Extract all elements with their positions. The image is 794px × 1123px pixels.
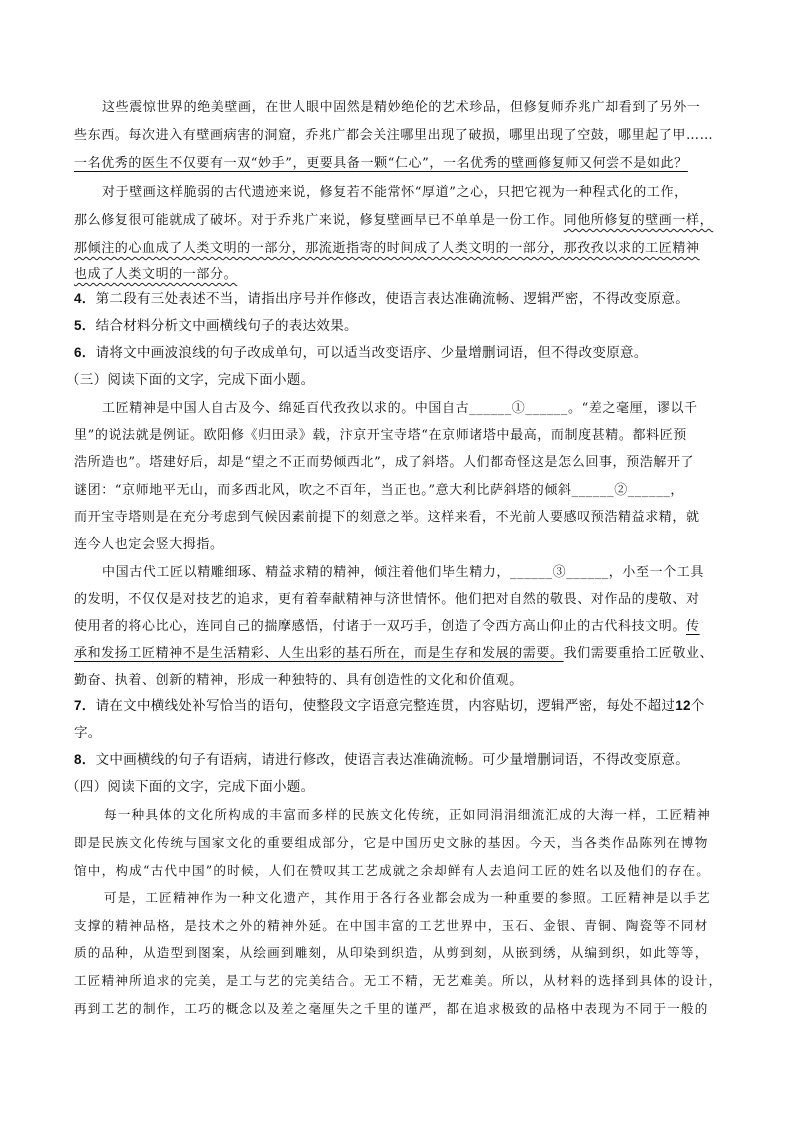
passage3-line-8: 的发明，不仅仅是对技艺的追求，更有着奉献精神与济世情怀。他们把对自然的敬畏、对作品的虔敬、对 xyxy=(74,592,700,607)
passage3-line-9-text: 使用者的将心比心，连同自己的揣摩感悟，付诸于一双巧手，创造了令西方高山仰止的古代科技文明。 xyxy=(74,619,687,634)
passage4-line-5: 支撑的精神品格，是技术之外的精神外延。在中国丰富的工艺世界中，玉石、金银、青铜、陶瓷等不同材 xyxy=(74,918,709,933)
passage4-line-6: 质的品种，从造型到图案，从绘画到雕刻，从印染到织造，从剪到刻，从嵌到绣，从编到织，如此等等， xyxy=(74,945,709,960)
question-7 xyxy=(74,694,705,714)
passage3-line-10 xyxy=(74,642,713,661)
passage3-line-3: 浩所造也”。塔建好后，却是“望之不正而势倾西北”，成了斜塔。人们都奇怪这是怎么回事，预浩解开了 xyxy=(74,455,695,470)
passage2-line-4: 对于壁画这样脆弱的古代遗迹来说，修复若不能常怀“厚道”之心，只把它视为一种程式化的工作， xyxy=(102,185,688,200)
question-7-limit: 12 xyxy=(675,698,691,713)
passage2-wavy-sentence-start: 同他所修复的壁画一样， xyxy=(563,213,714,228)
question-8 xyxy=(74,748,689,768)
passage3-line-7: 中国古代工匠以精雕细琢、精益求精的精神，倾注着他们毕生精力，______③______，小至一个工具 xyxy=(102,565,705,580)
passage2-line-5 xyxy=(74,209,713,228)
question-7-tail: 个 xyxy=(690,698,705,713)
passage2-underlined-sentence: 一名优秀的医生不仅要有一双“妙手”，更要具备一颗“仁心”，一名优秀的壁画修复师又何尝不是如此？ xyxy=(74,156,688,171)
passage2-line-1: 这些震惊世界的绝美壁画，在世人眼中固然是精妙绝伦的艺术珍品，但修复师乔兆广却看到了另外一 xyxy=(102,100,701,115)
question-4-number: 4． xyxy=(74,291,96,306)
passage3-line-6: 连今人也定会竖大拇指。 xyxy=(74,537,224,552)
passage3-underlined-sentence: 承和发扬工匠精神不是生活精彩、人生出彩的基石所在，而是生存和发展的需要。 xyxy=(74,646,564,661)
question-5-text: 结合材料分析文中画横线句子的表达效果。 xyxy=(95,318,358,333)
passage2-line-2: 些东西。每次进入有壁画病害的洞窟，乔兆广都会关注哪里出现了破损，哪里出现了空鼓，哪里起了甲…… xyxy=(74,128,714,143)
passage2-line-5-text: 那么修复很可能就成了破坏。对于乔兆广来说，修复壁画早已不单单是一份工作。 xyxy=(74,213,564,228)
passage4-line-8: 再到工艺的制作，工巧的概念以及差之毫厘失之千里的谨严，都在追求极致的品格中表现为不同于一般的 xyxy=(74,1001,709,1016)
question-7-continuation: 字。 xyxy=(74,725,102,740)
passage2-wavy-sentence-mid: 那倾注的心血成了人类文明的一部分，那流逝指寄的时间成了人类文明的一部分，那孜孜以求的工匠精神 xyxy=(74,241,700,256)
passage3-line-1: 工匠精神是中国人自古及今、绵延百代孜孜以求的。中国自古______①______。“差之毫厘，谬以千 xyxy=(102,401,698,416)
question-8-text: 文中画横线的句子有语病，请进行修改，使语言表达准确流畅。可少量增删词语，不得改变原意。 xyxy=(95,752,690,767)
section-4-heading: （四）阅读下面的文字，完成下面小题。 xyxy=(66,779,315,794)
question-4-text: 第二段有三处表述不当，请指出序号并作修改，使语言表达准确流畅、逻辑严密，不得改变原意。 xyxy=(95,291,690,306)
passage3-line-9 xyxy=(74,615,700,634)
question-7-number: 7． xyxy=(74,698,96,713)
question-6-text: 请将文中画波浪线的句子改成单句，可以适当改变语序、少量增删词语，但不得改变原意。 xyxy=(95,345,648,360)
section-3-heading: （三）阅读下面的文字，完成下面小题。 xyxy=(66,372,315,387)
passage3-line-10-tail: 我们需要重拾工匠敬业、 xyxy=(563,646,714,661)
passage4-line-2: 即是民族文化传统与国家文化的重要组成部分，它是中国历史文脉的基因。今天，当各类作品陈列在博物 xyxy=(74,835,709,850)
passage3-underlined-sentence-start: 传 xyxy=(686,619,700,634)
passage2-wavy-sentence-end: 也成了人类文明的一部分。 xyxy=(74,267,238,282)
passage3-line-5: 而开宝寺塔则是在充分考虑到气候因素前提下的刻意之举。这样来看，不光前人要感叹预浩精益求精，就 xyxy=(74,510,700,525)
question-4 xyxy=(74,287,689,307)
passage3-line-11: 勤奋、执着、创新的精神，形成一种独特的、具有创造性的文化和价值观。 xyxy=(74,673,523,688)
passage3-line-4: 谜团：“京师地平无山，而多西北风，吹之不百年，当正也。”意大利比萨斜塔的倾斜______②______， xyxy=(74,483,684,498)
question-8-number: 8． xyxy=(74,752,96,767)
passage4-line-7: 工匠精神所追求的完美，是工与艺的完美结合。无工不精，无艺难美。所以，从材料的选择到具体的设计， xyxy=(74,973,723,988)
passage3-line-2: 里”的说法就是例证。欧阳修《归田录》载，汴京开宝寺塔“在京师诸塔中最高，而制度甚精。都料匠预 xyxy=(74,428,687,443)
question-5 xyxy=(74,314,358,334)
question-6-number: 6． xyxy=(74,345,96,360)
passage4-line-1: 每一种具体的文化所构成的丰富而多样的民族文化传统，正如同涓涓细流汇成的大海一样，工匠精神 xyxy=(104,807,711,822)
question-7-text: 请在文中横线处补写恰当的语句，使整段文字语意完整连贯，内容贴切，逻辑严密，每处不超过 xyxy=(95,698,676,713)
passage4-line-3: 馆中，构成“古代中国”的时候，人们在赞叹其工艺成就之余却鲜有人去追问工匠的姓名以及他们的存在。 xyxy=(74,863,710,878)
passage4-line-4: 可是，工匠精神作为一种文化遗产，其作用于各行各业都会成为一种重要的参照。工匠精神是以手艺 xyxy=(104,890,711,905)
question-6 xyxy=(74,341,648,361)
question-5-number: 5． xyxy=(74,318,96,333)
